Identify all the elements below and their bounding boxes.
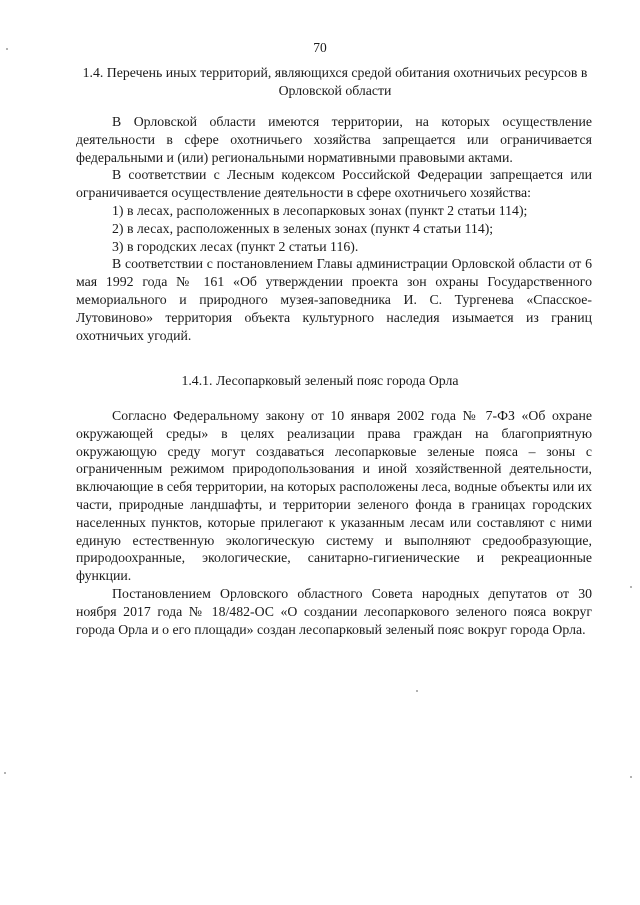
intro-paragraph: В соответствии с Лесным кодексом Российской Федерации запрещается или ограничивается осуществление деятельности в сфере охотничьего хозяйства:: [76, 167, 592, 201]
subsection-paragraph: Постановлением Орловского областного Совета народных депутатов от 30 ноября 2017 года № 18/482-ОС «О создании лесопаркового зеленого пояса вокруг города Орла и о его площади» создан лесопарковый зеленый пояс вокруг города Орла.: [76, 585, 592, 637]
scan-speck: [630, 586, 632, 588]
subsection-title: 1.4.1. Лесопарковый зеленый пояс города Орла: [181, 373, 459, 388]
scan-speck: [416, 690, 418, 692]
intro-paragraph: В Орловской области имеются территории, на которых осуществление деятельности в сфере охотничьего хозяйства запрещается или ограничивается федеральными и (или) региональными нормативными правовыми актами.: [76, 114, 592, 165]
intro-closing-paragraph: В соответствии с постановлением Главы администрации Орловской области от 6 мая 1992 года № 161 «Об утверждении проекта зон охраны Государственного мемориального и природного музея-заповедника И. С. Тургенева «Спасское-Лутовиново» территория объекта культурного наследия изымается из границ охотничьих угодий.: [76, 256, 592, 343]
list-item: 3) в городских лесах (пункт 2 статьи 116).: [112, 238, 359, 254]
scan-speck: [4, 772, 6, 774]
intro-section: [76, 113, 592, 344]
list-item: 1) в лесах, расположенных в лесопарковых зонах (пункт 2 статьи 114);: [112, 202, 528, 218]
subsection-paragraph: Согласно Федеральному закону от 10 января 2002 года № 7-ФЗ «Об охране окружающей среды» в целях реализации права граждан на благоприятную окружающую среду могут создаваться лесопарковые зеленые пояса – зоны с ограниченным режимом природопользования и иной хозяйственной деятельности, включающие в себя территории, на которых расположены леса, водные объекты или их части, природные ландшафты, и территории зеленого фонда в границах городских населенных пунктов, которые прилегают к указанным лесам или составляют с ними единую естественную экологическую систему и выполняют средообразующие, природоохранные, экологические, санитарно-гигиенические и рекреационные функции.: [76, 408, 592, 584]
scan-speck: [6, 48, 8, 50]
page-number: 70: [313, 40, 327, 55]
scan-speck: [630, 776, 632, 778]
section-title: 1.4. Перечень иных территорий, являющихся средой обитания охотничьих ресурсов в Орловской области: [82, 65, 588, 98]
list-item: 2) в лесах, расположенных в зеленых зонах (пункт 4 статьи 114);: [112, 220, 494, 236]
subsection-body: [76, 407, 592, 638]
